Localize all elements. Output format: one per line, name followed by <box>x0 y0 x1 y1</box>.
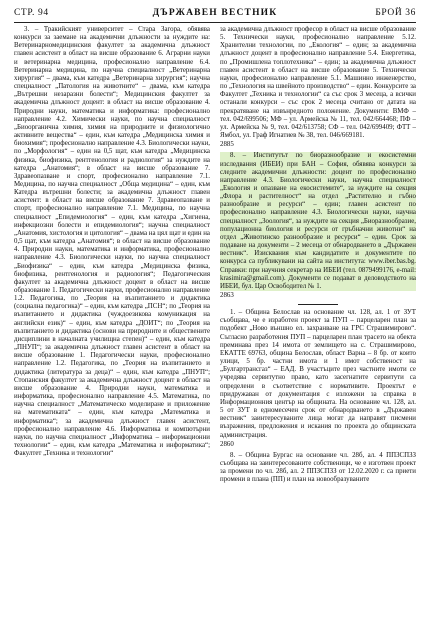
header-rule <box>14 22 416 23</box>
publication-title: ДЪРЖАВЕН ВЕСТНИК <box>152 8 278 18</box>
announcement-beloslav: 1. – Община Белослав на основание чл. 128, ал. 1 от ЗУТ съобщава, че е изработен проект за ПУП – парцеларен план за подобект „Ново външно ел. захранване на ГРС Страшимирово“. Съгласно разработения ПУП – парцеларен план трасето на обекта преминава през 14 имота от землището на с. Страшимирово, ЕКАТТЕ 69763, община Белослав, област Варна – 8 бр. от които улици, 5 бр. частни имота и 1 имот собственост на „Булгартрансгаз“ – ЕАД. В участъците през частните имоти се учредява сервитутно право, като засегнатите сервитути са определени в съответствие с нормативите. Проектът е придружаван от документация с изложени за справка в Информационния център на общината. На основание чл. 128, ал. 5 от ЗУТ в едномесечен срок от обнародването в „Държавен вестник“ заинтересуваните лица могат да направят писмени възражения, предложения и искания по проекта до общинската администрация. <box>220 309 416 439</box>
right-column <box>220 26 416 634</box>
section-divider <box>298 304 338 305</box>
announcement-continuation: за академична длъжност професор в област на висше образование 5. Технически науки, професионално направление 5.12. Хранителни технологии, по „Екология“ – един; за академична длъжност доцент в професионално направление 5.4. Енергетика, по „Промишлена топлотехника“ – един; за академична длъжност главен асистент в област на висше образование 5. Технически науки, професионално направление 5.1. Машинно инженерство, по „Технология на швейното производство“ – един. Конкурсите за Факултет „Техника и технологии“ са със срок 3 месеца, а всички останали конкурси – със срок 2 месеца считано от датата на прекратяване на извънредното положение. Документи: ВМФ – тел. 042/699506; МФ – ул. Армейска № 11, тел. 042/664468; ПФ – ул. Армейска № 9, тел. 042/613758; СФ – тел. 042/699409; ФТТ – Ямбол, ул. Граф Игнатиев № 38, тел. 046/669181. <box>220 26 416 140</box>
page-number: СТР. 94 <box>14 8 49 18</box>
announcement-number: 2863 <box>220 292 234 299</box>
announcement-burgas: 8. – Община Бургас на основание чл. 28б, ал. 4 ППЗСПЗЗ съобщава на заинтересованите собственици, че е изготвен проект за промени по чл. 28б, ал. 2 ППЗСПЗЗ от 12.02.2020 г. са приети промени в плана (ПП) и план на новообразуваните <box>220 451 416 484</box>
page-header <box>14 8 416 22</box>
announcement-number: 2860 <box>220 440 234 448</box>
left-column <box>14 26 210 634</box>
announcement-number: 2885 <box>220 141 234 149</box>
announcement-thracian-university: 3. – Тракийският университет – Стара Загора, обявява конкурси за заемане на академични длъжности за нуждите на: Ветеринарномедицинския факултет за академична длъжност главен асистент в област на висше образование 6. Аграрни науки и ветеринарна медицина, професионално направление 6.4. Ветеринарна медицина, по научна специалност „Ветеринарна хирургия“ – двама, към катедра „Ветеринарна хирургия“; научна специалност „Патология на животните“ – двама, към катедра „Вътрешни незаразни болести“; Медицинския факултет за академична длъжност доцент: в област на висше образование 4. Природни науки, математика и информатика: професионално направление 4.2. Химически науки, по научна специалност „Биоорганична химия, химия на природните и физиологично активните вещества“ – един, към катедра „Медицинска химия и биохимия“; професионално направление 4.3. Биологически науки, по „Морфология“ – един на 0,5 щат, към катедра „Медицинска физика, биофизика, рентгенология и радиология“ за нуждите на катедра „Анатомия“; в област на висше образование 7. Здравеопазване и спорт, професионално направление 7.1. Медицина, по научна специалност „Обща медицина“ – един, към Катедра вътрешни болести; за академична длъжност главен асистент: в област на висше образование 7. Здравеопазване и спорт, професионално направление 7.1. Медицина, по научна специалност „Епидемиология“ – един, към катедра „Хигиена, инфекциозни болести и епидемиология“; научна специалност „Анатомия, хистология и цитология“ – двама на цял щат и един на 0,5 щат, към катедра „Анатомия“; в област на висше образование 4. Природни науки, математика и информатика, професионално направление 4.3. Биологически науки, по научна специалност „Биофизика“ – един, към катедра „Медицинска физика, биофизика, рентгенология и радиология“; Педагогическия факултет за академична длъжност доцент в област на висше образование 1. Педагогически науки, професионално направление 1.2. Педагогика, по „Теория на възпитанието и дидактика (социална педагогика)“ – един, към катедра „ПСН“; по „Теория на възпитанието и дидактика (чуждоезикова комуникация на английски език)“ – един, към катедра „ДОИТ“; по „Теория на възпитанието и дидактика (основи на природните и обществените дисциплини в началната училищна степен)“ – един, към катедра „ПНУП“; за академична длъжност главен асистент в област на висше образование 1. Педагогически науки, професионално направление 1.2. Педагогика, по „Теория на възпитанието и дидактика (литература за деца)“ – един, към катедра „ПНУП“; Стопанския факултет за академична длъжност доцент в област на висше образование 4. Природни науки, математика и информатика, професионално направление 4.5. Математика, по научна специалност „Математическо моделиране и приложение на математиката“ – един, към катедра „Математика и информатика“; за академична длъжност главен асистент, професионално направление 4.6. Информатика и компютърни науки, по научна специалност „Информатика – информационни технологии“ – един, към катедра „Математика и информатика“; Факултет „Техника и технологии“ <box>14 26 210 458</box>
announcement-ibei-highlighted: 8. – Институтът по биоразнообразие и екосистемни изследвания (ИБЕИ) при БАН – София, обявява конкурси за следните академични длъжности: доцент по професионално направление 4.3. Биологически науки, научна специалност „Екология и опазване на екосистемите“, за нуждите на секция „Флора и растителност“ на отдел „Растително и гъбно разнообразие и ресурси“ – един; главен асистент по професионално направление 4.3. Биологически науки, научна специалност „Зоология“, за нуждите на секция „Биоразнообразие, популационна биология и ресурси от гръбначни животни“ на отдел „Животинско разнообразие и ресурси“ – един. Срок за подаване на документи – 2 месеца от обнародването в „Държавен вестник“. Изисквания към кандидатите и документите по конкурса са публикувани на сайта на института: www.iber.bas.bg. Справки: при научния секретар на ИБЕИ (тел. 0879499176, e-mail: krasimira@gmail.com). Документи се подават в деловодството на ИБЕИ, бул. Цар Освободител № 1. <box>220 152 416 290</box>
issue-number: БРОЙ 36 <box>375 8 416 18</box>
